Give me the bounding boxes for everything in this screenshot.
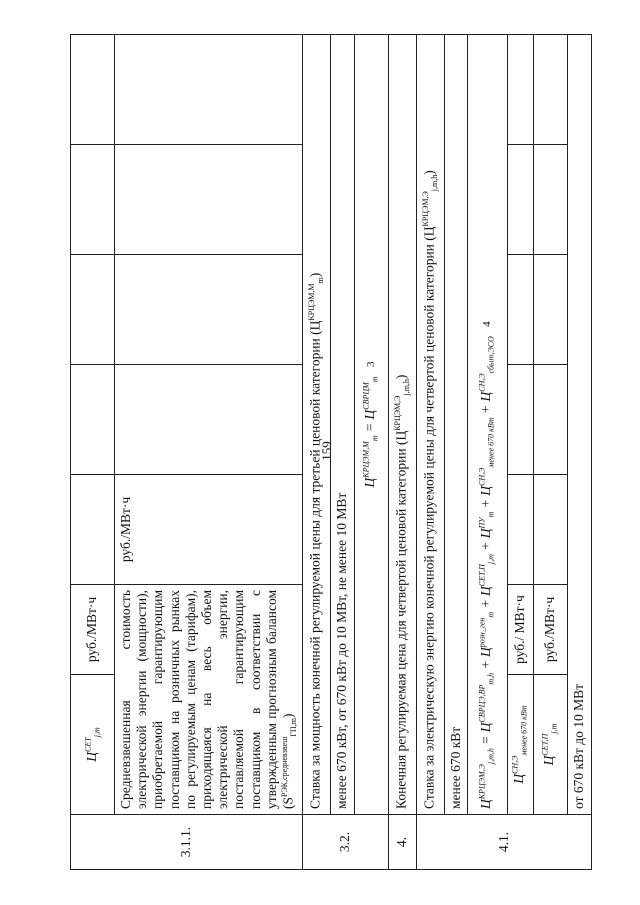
section-title: Ставка за мощность конечной регулируемой цены для третьей ценовой категории $(Ц^{КРЦЭМ,М}_m)$ (302, 35, 330, 815)
value-cell (71, 255, 115, 365)
formula-number: 4 (481, 321, 494, 327)
rotated-table-wrapper (70, 35, 587, 870)
section-title: Ставка за электрическую энергию конечной регулируемой цены для четвертой ценовой категории $(Ц^{КРЦЭМ,Э}_{j,m,h})$ (416, 35, 444, 815)
table-row (467, 35, 507, 870)
formula: $Ц^{КРЦЭМ,Э}_{j,m,h} = Ц^{СВРЦЭ,ВР}_{m,h} + Ц^{розн\_ген}_m + Ц^{СЕТ,П}_{j,m} + Ц^{ПУ}_m + Ц^{СН,Э}_{менее 670 кВт} + Ц^{СН,Э}_{сбыт,ЭСО}$ (477, 336, 497, 809)
table-frame (70, 35, 587, 870)
table-row (302, 35, 330, 870)
unit-cell: руб./МВт·ч (71, 585, 115, 675)
formula-cell (467, 35, 507, 815)
sub-heading: менее 670 кВт, от 670 кВт до 10 МВт, не менее 10 МВт (330, 35, 354, 815)
value-cell (115, 255, 303, 365)
value-cell (115, 35, 303, 145)
symbol: $Ц^{СЕТ}_{j,m}$ (83, 727, 102, 762)
table-row (444, 35, 467, 870)
table-row (330, 35, 354, 870)
table-row (388, 35, 416, 870)
row-number: 3.1.1. (71, 815, 303, 870)
sub-heading: от 670 кВт до 10 МВт (567, 35, 591, 815)
table-row (567, 35, 591, 870)
description-cell: Средневзвешенная стоимость электрической энергии (мощности), приобретаемой гарантирующим поставщиком на розничных рынках по регулируемым ценам (тарифам), приходящаяся на весь объем электрической энергии, поставляемой гарантирующим поставщиком в соответствии с утвержденным прогнозным балансом $(S^{РЭК,средневзвеш}_{ГП,m})$ (115, 585, 303, 815)
value-cell (115, 145, 303, 255)
section-title: Конечная регулируемая цена для четвертой ценовой категории $(Ц^{КРЦЭМ,Э}_{j,m,h})$ (388, 35, 416, 815)
row-number: 4. (388, 815, 416, 870)
value-cell (71, 365, 115, 475)
value-cell (533, 145, 567, 255)
page-number: 159 (319, 441, 334, 461)
value-cell (533, 255, 567, 365)
value-cell (115, 365, 303, 475)
formula-number: 3 (365, 361, 378, 368)
table-row (115, 35, 303, 870)
value-cell (507, 365, 533, 475)
table-row (354, 35, 388, 870)
unit-cell: руб./МВт·ч (533, 585, 567, 675)
value-cell (71, 35, 115, 145)
table-row (416, 35, 444, 870)
unit-cell: руб./ МВт·ч (507, 585, 533, 675)
row-number: 4.1. (416, 815, 591, 870)
value-cell (533, 475, 567, 585)
value-cell (507, 475, 533, 585)
value-cell (507, 35, 533, 145)
symbol-cell (507, 675, 533, 815)
sub-heading: менее 670 кВт (444, 35, 467, 815)
value-cell (507, 255, 533, 365)
unit-cell: руб./МВт·ч (115, 475, 303, 585)
symbol: $Ц^{СЕТ,П}_{j,m}$ (540, 723, 560, 766)
table-row (507, 35, 533, 870)
value-cell (533, 35, 567, 145)
value-cell (533, 365, 567, 475)
formula: $Ц^{КРЦЭМ,М}_m = Ц^{СВРЦМ}_m$ (361, 376, 380, 488)
symbol: $Ц^{СН,Э}_{менее 670 кВт}$ (510, 705, 530, 784)
formula-cell (354, 35, 388, 815)
tariff-table (70, 34, 592, 870)
symbol-cell (71, 675, 115, 815)
table-row (533, 35, 567, 870)
table-row (71, 35, 115, 870)
value-cell (71, 475, 115, 585)
value-cell (507, 145, 533, 255)
row-number: 3.2. (302, 815, 388, 870)
symbol-cell (533, 675, 567, 815)
value-cell (71, 145, 115, 255)
